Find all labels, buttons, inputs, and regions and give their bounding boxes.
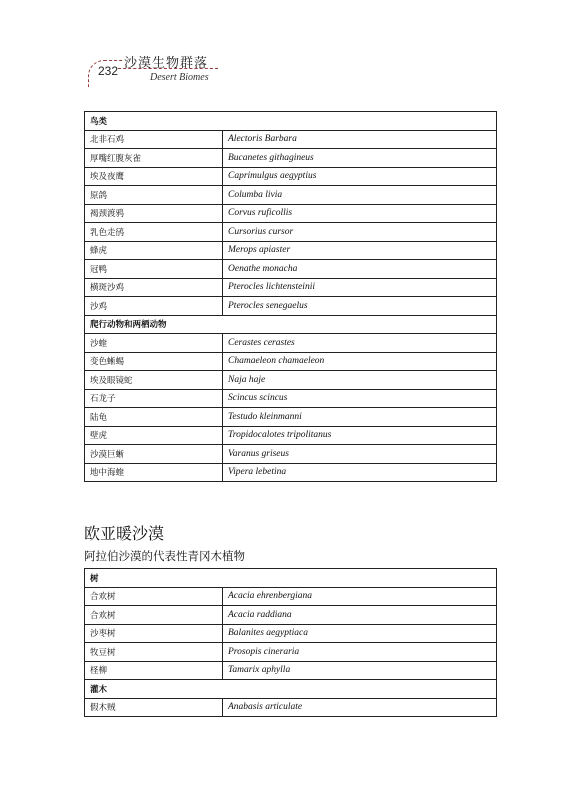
table-row [85,606,497,625]
table-row [85,624,497,643]
common-name: 假木贼 [85,698,223,717]
common-name: 北非石鸡 [85,130,223,149]
scientific-name: Caprimulgus aegyptius [223,167,497,186]
scientific-name: Anabasis articulate [223,698,497,717]
scientific-name: Oenathe monacha [223,260,497,279]
common-name: 埃及夜鹰 [85,167,223,186]
table-row [85,352,497,371]
page-number: 232 [98,64,119,78]
table-row [85,204,497,223]
table-row [85,149,497,168]
table-row [85,371,497,390]
scientific-name: Testudo kleinmanni [223,408,497,427]
common-name: 牧豆树 [85,643,223,662]
category-row [85,112,497,131]
table-row [85,334,497,353]
category-label: 灌木 [85,680,497,699]
common-name: 蜂虎 [85,241,223,260]
common-name: 埃及眼镜蛇 [85,371,223,390]
scientific-name: Pterocles lichtensteinii [223,278,497,297]
common-name: 变色蜥蜴 [85,352,223,371]
table-row [85,643,497,662]
common-name: 褐颈渡鸦 [85,204,223,223]
common-name: 厚嘴红腹灰雀 [85,149,223,168]
common-name: 乳色走鸻 [85,223,223,242]
common-name: 合欢树 [85,587,223,606]
common-name: 合欢树 [85,606,223,625]
common-name: 石龙子 [85,389,223,408]
scientific-name: Columba livia [223,186,497,205]
table-row [85,463,497,482]
category-label: 爬行动物和两栖动物 [85,315,497,334]
table-row [85,661,497,680]
scientific-name: Cursorius cursor [223,223,497,242]
table-row [85,698,497,717]
table-row [85,426,497,445]
table-row [85,223,497,242]
category-row [85,569,497,588]
table-row [85,297,497,316]
scientific-name: Naja haje [223,371,497,390]
table-row [85,167,497,186]
fauna-table [84,111,497,482]
page-header [0,0,570,100]
category-label: 鸟类 [85,112,497,131]
category-label: 树 [85,569,497,588]
scientific-name: Tamarix aphylla [223,661,497,680]
scientific-name: Pterocles senegaelus [223,297,497,316]
common-name: 沙蝰 [85,334,223,353]
scientific-name: Balanites aegyptiaca [223,624,497,643]
common-name: 沙漠巨蜥 [85,445,223,464]
table-row [85,186,497,205]
table-row [85,278,497,297]
common-name: 冠鸭 [85,260,223,279]
common-name: 柽柳 [85,661,223,680]
scientific-name: Cerastes cerastes [223,334,497,353]
common-name: 横斑沙鸡 [85,278,223,297]
scientific-name: Bucanetes githagineus [223,149,497,168]
common-name: 地中海蝰 [85,463,223,482]
table-row [85,445,497,464]
scientific-name: Scincus scincus [223,389,497,408]
table-row [85,408,497,427]
scientific-name: Chamaeleon chamaeleon [223,352,497,371]
common-name: 壁虎 [85,426,223,445]
table-row [85,130,497,149]
chapter-title: 沙漠生物群落 [124,56,209,71]
category-row [85,680,497,699]
scientific-name: Merops apiaster [223,241,497,260]
scientific-name: Tropidocalotes tripolitanus [223,426,497,445]
common-name: 沙枣树 [85,624,223,643]
scientific-name: Acacia raddiana [223,606,497,625]
chapter-subtitle: Desert Biomes [150,72,209,83]
table-row [85,587,497,606]
common-name: 沙鸡 [85,297,223,316]
table-row [85,241,497,260]
scientific-name: Acacia ehrenbergiana [223,587,497,606]
flora-table [84,568,497,717]
table-row [85,389,497,408]
scientific-name: Alectoris Barbara [223,130,497,149]
section-title: 欧亚暖沙漠 [84,524,165,543]
table-row [85,260,497,279]
category-row [85,315,497,334]
common-name: 原鸽 [85,186,223,205]
scientific-name: Corvus ruficollis [223,204,497,223]
scientific-name: Prosopis cineraria [223,643,497,662]
scientific-name: Vipera lebetina [223,463,497,482]
common-name: 陆龟 [85,408,223,427]
scientific-name: Varanus griseus [223,445,497,464]
table-caption: 阿拉伯沙漠的代表性青冈木植物 [84,549,245,563]
